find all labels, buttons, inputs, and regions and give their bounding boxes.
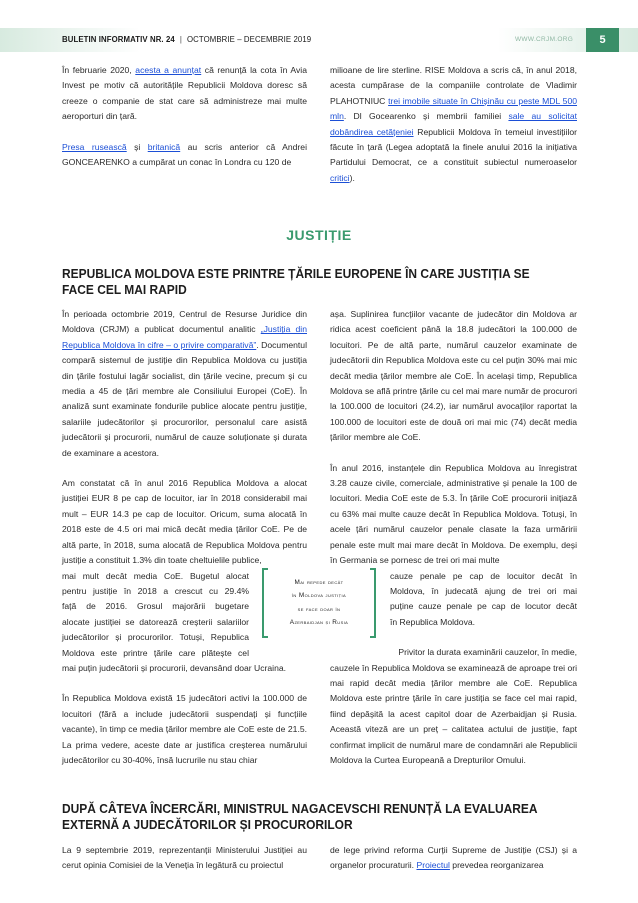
wrapped-lines (390, 569, 577, 631)
page-header (0, 0, 638, 50)
pull-quote-text (270, 576, 368, 630)
paragraph: milioane de lire sterline. RISE Moldova a scris că, în anul 2018, acesta cumpărase de la companiile controlate de Vladimir PLAHOTNIUC trei imobile situate în Chișinău cu peste MDL 500 mln. Dl Gocearenko și membrii familiei sale au solicitat dobândirea cetățeniei Republicii Moldova în temeiul investițiilor făcute în țară (Legea adoptată la finele anului 2016 la inițiativa Partidului Democrat, ce a constituit subiectul numeroaselor critici). (330, 65, 578, 183)
text-line: pentru justiție în 2018 a crescut cu 29.4% (62, 585, 249, 596)
paragraph: mai puțin judecătorii și procurorii, devansând doar Ucraina. (62, 662, 287, 673)
header-title: BULETIN INFORMATIV NR. 24 | OCTOMBRIE – DECEMBRIE 2019 (62, 35, 312, 44)
top-right-column (330, 63, 577, 186)
paragraph: cauzele în Republica Moldova se examinează de aproape trei ori mai rapid decât media țărilor membre ale CoE. Republica Moldova este printre țările în care justiția se face cel mai rapid, fiind depășită la acest capitol doar de Azerbaidjan și Rusia. Această viteză are un preț – calitatea actului de justiție, fapt confirmat implicit de numărul mare de condamnări ale Republicii Moldova la Curtea Europeană a Drepturilor Omului. (330, 662, 577, 765)
inline-link[interactable]: critici (330, 172, 350, 183)
website-link[interactable]: WWW.CRJM.ORG (515, 36, 574, 43)
pull-quote-line: Azerbaidjan și Rusia (289, 619, 349, 627)
text-line: judecătorilor și procurorilor. Totuși, Republica (62, 632, 249, 643)
text-line: puține cauze penale pe cap de locutor decât (390, 601, 577, 612)
article1-right-column (330, 307, 577, 768)
paragraph: La 9 septembrie 2019, reprezentanții Ministerului Justiției au cerut opinia Comisiei de la Veneția în legătură cu proiectul (62, 845, 307, 871)
text-line: Moldova este printre țările care plătește cel (62, 647, 249, 658)
inline-link[interactable]: acesta a anunțat (135, 65, 202, 75)
paragraph: În perioada octombrie 2019, Centrul de Resurse Juridice din Moldova (CRJM) a publicat documentul analitic „Justiția din Republica Moldova în cifre – o privire comparativă”. Documentul compară sistemul de justiție din Republica Moldova cu justiția din țările fostului lagăr socialist, din țările vecine, precum și cu media a 45 de țări membre ale Consiliului Europei (CoE). În analiză sunt examinate fondurile publice alocate pentru justiție, salariile judecătorilor și procurorilor, personalul care asistă judecătorii și procurorii, numărul de cauze soluționate și durata de examinare a acestora. (62, 309, 307, 458)
wrapped-lines (62, 569, 249, 661)
text-line: Privitor la durata examinării cauzelor, în medie, (398, 647, 577, 658)
text-line: alocate justiției se datorează creșterii salariilor (62, 616, 249, 627)
issue-number: NR. 24 (149, 35, 175, 44)
bracket-right (370, 568, 376, 638)
page-number: 5 (586, 28, 619, 52)
text-line: cauze penale pe cap de locuitor decât în (390, 570, 577, 581)
issue-period: OCTOMBRIE – DECEMBRIE 2019 (186, 35, 312, 44)
article2-right-column (330, 843, 577, 874)
paragraph: În februarie 2020, acesta a anunțat că renunță la cota în Avia Invest pe motiv că autoritățile Republicii Moldova doresc să creeze o companie de stat care să administreze mai multe aeroporturi din țară. (62, 65, 307, 122)
article2-left-column (62, 843, 307, 874)
text-line: în Republica Moldova. (390, 616, 476, 627)
text-line: mai mult decât media CoE. Bugetul alocat (62, 570, 249, 581)
inline-link[interactable]: sale au solicitat dobândirea cetățeniei (330, 111, 577, 137)
pull-quote-line: se face doar în (297, 605, 341, 613)
bracket-left (262, 568, 268, 638)
paragraph: Am constatat că în anul 2016 Republica Moldova a alocat justiției EUR 8 pe cap de locuitor, iar în 2018 considerabil mai mult – EUR 14.3 pe cap de locuitor. Oricum, suma alocată în 2018 este de 4.5 ori mai mică decât media țărilor CoE. Pe de altă parte, în 2018, suma alocată de Republica Moldova pentru justiție a constituit 1.3% din toate cheltuielile publice, (62, 478, 307, 566)
inline-link[interactable]: Presa rusească (62, 141, 127, 152)
paragraph: de lege privind reforma Curții Supreme de Justiție (CSJ) și a organelor procuraturii. Proiectul prevedea reorganizarea (330, 845, 577, 871)
article-title: REPUBLICA MOLDOVA ESTE PRINTRE ȚĂRILE EUROPENE ÎN CARE JUSTIȚIA SE FACE CEL MAI RAPID (62, 266, 530, 297)
pull-quote (262, 568, 376, 638)
top-left-column (62, 63, 307, 170)
inline-link[interactable]: trei imobile situate în Chișinău cu peste MDL 500 mln (330, 95, 578, 122)
pull-quote-line: în Moldova justiția (291, 592, 347, 600)
inline-link[interactable]: „Justiția din Republica Moldova în cifre – o privire comparativă” (62, 324, 307, 350)
paragraph: Presa rusească și britanică au scris anterior că Andrei GONCEARENKO a cumpărat un conac în Londra cu 120 de (62, 141, 307, 168)
paragraph: În anul 2016, instanțele din Republica Moldova au înregistrat 3.28 cauze civile, comerciale, administrative și penale la 100 de locuitori. Media CoE este de 5.3. În țările CoE procurorii inițiază cu 63% mai multe cauze decât în Republica Moldova. Totuși, în acele țări numărul cauzelor penale clasate la faza urmăririi penale este mult mai mare decât în Moldova. De exemplu, deși în Germania se pornesc de trei ori mai multe (330, 462, 577, 566)
section-title: JUSTIȚIE (286, 227, 352, 243)
inline-link[interactable]: Proiectul (416, 860, 450, 871)
article1-left-column (62, 307, 307, 768)
inline-link[interactable]: britanică (147, 141, 181, 152)
publication-name: BULETIN INFORMATIV (62, 35, 148, 44)
pull-quote-line: Mai repede decât (294, 579, 344, 586)
paragraph: În Republica Moldova există 15 judecători activi la 100.000 de locuitori (fără a include judecătorii suspendați și funcțiile vacante), în timp ce media țărilor membre ale CoE este de 21.5. La prima vedere, aceste date ar justifica creșterea numărului judecătorilor cu 30-40%, însă lucrurile nu stau chiar (62, 693, 307, 765)
article-title: DUPĂ CÂTEVA ÎNCERCĂRI, MINISTRUL NAGACEVSCHI RENUNȚĂ LA EVALUAREA EXTERNĂ A JUDECĂTORILOR ȘI PROCURORILOR (62, 801, 538, 832)
paragraph: așa. Suplinirea funcțiilor vacante de judecător din Moldova ar ridica acest coeficient până la 18.8 judecători la 100.000 de locuitori. Pe de altă parte, numărul cauzelor examinate de judecătorii din Republica Moldova este cu cel puțin 30% mai mic decât media țărilor membre ale CoE. În același timp, Republica Moldova se află printre țările cu cel mai mare număr de procurori la 100.000 de locuitori (24.2), iar numărul avocaților raportat la 100.000 de locuitori este de două ori mai mic (74) decât media țărilor membre ale CoE. (330, 309, 577, 443)
text-line: față de 2016. Grosul majorării bugetare (62, 601, 249, 612)
text-line: Moldova, în judecată ajung de trei ori mai (390, 585, 577, 596)
